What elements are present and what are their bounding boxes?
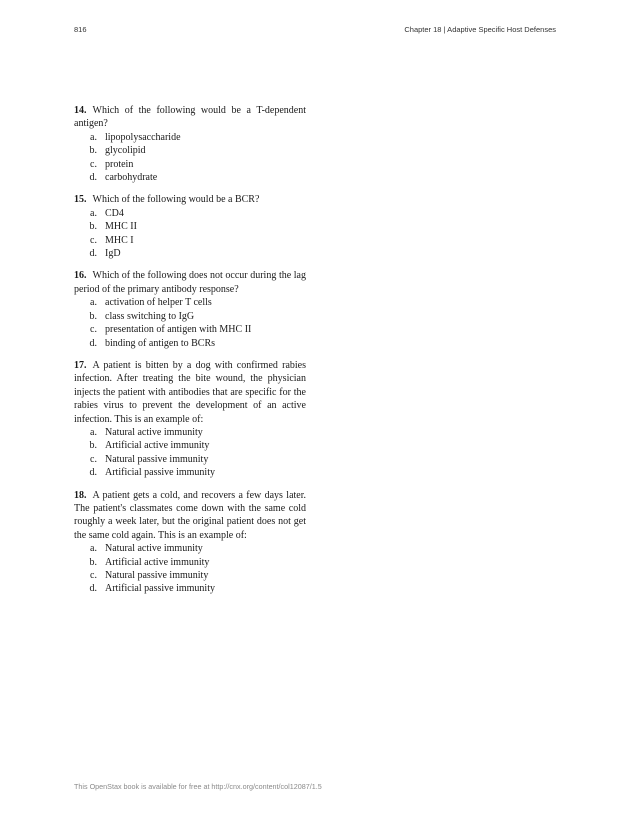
option-letter: c. bbox=[90, 158, 97, 170]
question-stem bbox=[74, 193, 306, 206]
answer-options bbox=[74, 131, 306, 185]
option-text: Natural active immunity bbox=[105, 426, 203, 438]
answer-options bbox=[74, 207, 306, 261]
page-number: 816 bbox=[74, 25, 87, 34]
option-text: Natural passive immunity bbox=[105, 453, 209, 465]
question-stem bbox=[74, 104, 306, 131]
question-number: 17. bbox=[74, 359, 87, 371]
option-text: activation of helper T cells bbox=[105, 297, 212, 309]
option-letter: a. bbox=[90, 426, 97, 438]
question-18 bbox=[74, 489, 306, 596]
question-number: 18. bbox=[74, 489, 87, 501]
option-text: Artificial active immunity bbox=[105, 556, 210, 568]
option-text: class switching to IgG bbox=[105, 310, 195, 322]
option-text: Artificial active immunity bbox=[105, 440, 210, 452]
question-stem bbox=[74, 269, 306, 296]
answer-option bbox=[74, 234, 306, 247]
question-number: 16. bbox=[74, 270, 87, 282]
option-text: MHC I bbox=[105, 234, 134, 246]
question-stem bbox=[74, 489, 306, 543]
answer-options bbox=[74, 542, 306, 596]
option-letter: b. bbox=[89, 440, 97, 452]
option-letter: a. bbox=[90, 543, 97, 555]
question-number: 14. bbox=[74, 105, 87, 116]
option-letter: d. bbox=[89, 248, 97, 260]
answer-option bbox=[74, 453, 306, 466]
option-letter: d. bbox=[89, 337, 97, 349]
answer-option bbox=[74, 556, 306, 569]
question-number: 15. bbox=[74, 194, 87, 206]
option-text: Natural passive immunity bbox=[105, 570, 209, 581]
answer-option bbox=[74, 439, 306, 452]
answer-option bbox=[74, 171, 306, 184]
option-text: Natural active immunity bbox=[105, 543, 203, 555]
question-14 bbox=[74, 104, 306, 184]
option-letter: b. bbox=[89, 310, 97, 322]
answer-option bbox=[74, 337, 306, 350]
option-letter: a. bbox=[90, 131, 97, 143]
answer-option bbox=[74, 158, 306, 171]
option-text: MHC II bbox=[105, 221, 137, 233]
option-text: binding of antigen to BCRs bbox=[105, 337, 215, 349]
option-letter: c. bbox=[90, 453, 97, 465]
answer-option bbox=[74, 426, 306, 439]
option-text: carbohydrate bbox=[105, 172, 158, 184]
answer-option bbox=[74, 466, 306, 479]
option-letter: b. bbox=[89, 145, 97, 157]
answer-option bbox=[74, 323, 306, 336]
answer-options bbox=[74, 426, 306, 480]
answer-option bbox=[74, 310, 306, 323]
question-text: Which of the following does not occur during the lag period of the primary antibody response? bbox=[74, 270, 306, 295]
answer-option bbox=[74, 220, 306, 233]
answer-option bbox=[74, 207, 306, 220]
option-text: presentation of antigen with MHC II bbox=[105, 324, 252, 336]
question-16 bbox=[74, 269, 306, 349]
option-letter: c. bbox=[90, 324, 97, 336]
answer-option bbox=[74, 296, 306, 309]
running-header: Chapter 18 | Adaptive Specific Host Defenses bbox=[404, 25, 556, 34]
question-17 bbox=[74, 359, 306, 480]
question-text: Which of the following would be a BCR? bbox=[92, 194, 260, 206]
option-letter: b. bbox=[89, 556, 97, 568]
option-letter: d. bbox=[89, 467, 97, 479]
option-text: lipopolysaccharide bbox=[105, 131, 181, 143]
answer-option bbox=[74, 542, 306, 555]
question-15 bbox=[74, 193, 306, 260]
option-letter: d. bbox=[89, 172, 97, 184]
option-letter: c. bbox=[90, 234, 97, 246]
option-text: CD4 bbox=[105, 207, 124, 219]
answer-options bbox=[74, 296, 306, 350]
question-text: A patient gets a cold, and recovers a few days later. The patient's classmates come down with the same cold roughly a week later, but the original patient does not get the same cold again. This is an example of: bbox=[74, 489, 306, 541]
option-letter: a. bbox=[90, 207, 97, 219]
option-text: protein bbox=[105, 158, 134, 170]
option-text: glycolipid bbox=[105, 145, 146, 157]
answer-option bbox=[74, 569, 306, 582]
option-letter: c. bbox=[90, 570, 97, 581]
answer-option bbox=[74, 582, 306, 595]
option-letter: b. bbox=[89, 221, 97, 233]
option-letter: a. bbox=[90, 297, 97, 309]
footer-note: This OpenStax book is available for free at http://cnx.org/content/col12087/1.5 bbox=[74, 782, 322, 791]
answer-option bbox=[74, 144, 306, 157]
answer-option bbox=[74, 247, 306, 260]
option-text: IgD bbox=[105, 248, 121, 260]
option-text: Artificial passive immunity bbox=[105, 583, 215, 595]
answer-option bbox=[74, 131, 306, 144]
question-text: Which of the following would be a T-dependent antigen? bbox=[74, 105, 306, 130]
option-letter: d. bbox=[89, 583, 97, 595]
question-text: A patient is bitten by a dog with confirmed rabies infection. After treating the bite wound, the physician injects the patient with antibodies that are specific for the rabies virus to prevent the development of an active infection. This is an example of: bbox=[74, 359, 306, 425]
question-stem bbox=[74, 359, 306, 426]
option-text: Artificial passive immunity bbox=[105, 467, 215, 479]
question-list bbox=[74, 104, 306, 605]
